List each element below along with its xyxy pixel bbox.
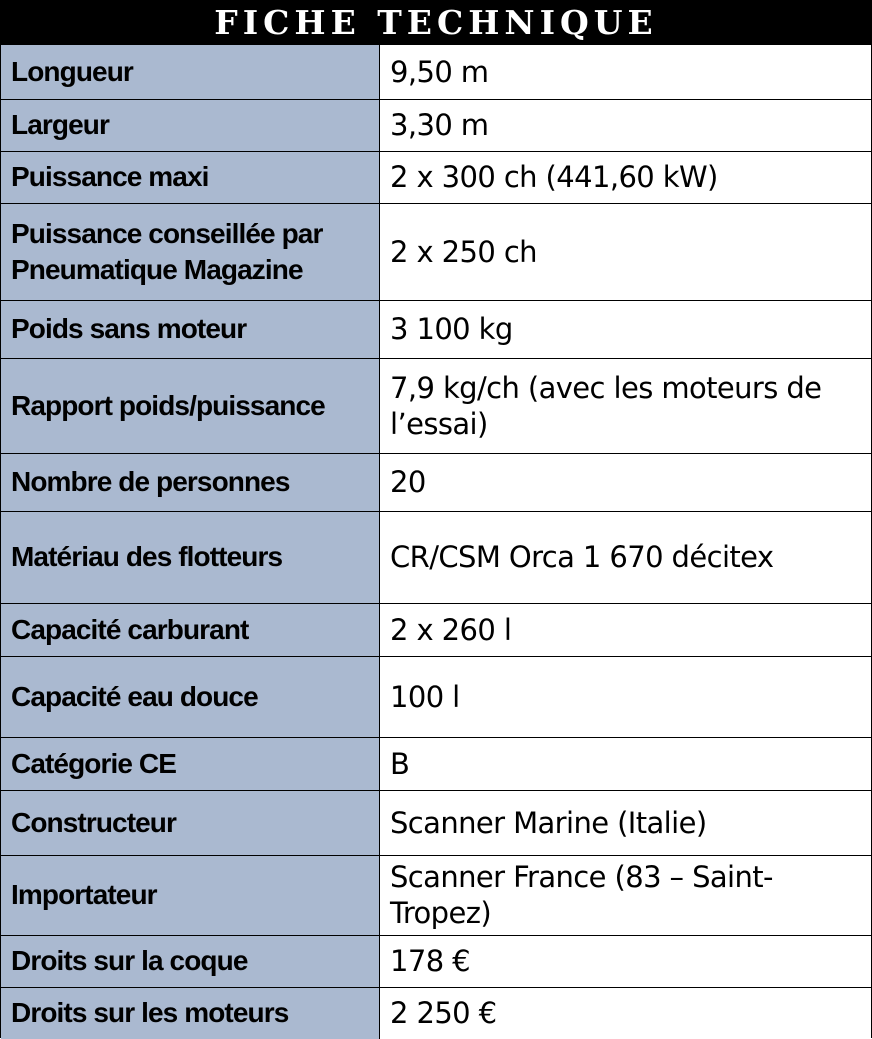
- spec-row-longueur: [1, 45, 871, 99]
- spec-row-puissance-conseillee: [1, 203, 871, 300]
- spec-row-droits-coque: [1, 935, 871, 987]
- spec-value: Scanner Marine (Italie): [380, 790, 872, 855]
- spec-row-materiau-flotteurs: [1, 511, 871, 603]
- spec-label: Puissance conseillée par Pneumatique Magazine: [1, 203, 380, 300]
- spec-row-puissance-maxi: [1, 151, 871, 203]
- spec-sheet-title: FICHE TECHNIQUE: [1, 1, 871, 45]
- spec-row-poids-sans-moteur: [1, 300, 871, 358]
- spec-value: 2 x 300 ch (441,60 kW): [380, 151, 872, 203]
- spec-label: Nombre de personnes: [1, 453, 380, 511]
- spec-value: CR/CSM Orca 1 670 décitex: [380, 511, 872, 603]
- spec-label: Constructeur: [1, 790, 380, 855]
- spec-value: 7,9 kg/ch (avec les moteurs de l’essai): [380, 358, 872, 453]
- spec-label: Largeur: [1, 99, 380, 151]
- spec-label: Droits sur la coque: [1, 935, 380, 987]
- spec-label: Longueur: [1, 45, 380, 99]
- spec-value: 2 x 260 l: [380, 603, 872, 656]
- spec-row-capacite-eau-douce: [1, 656, 871, 737]
- spec-row-droits-moteurs: [1, 987, 871, 1039]
- spec-row-importateur: [1, 855, 871, 935]
- spec-value: 3,30 m: [380, 99, 872, 151]
- spec-row-categorie-ce: [1, 737, 871, 790]
- spec-value: 9,50 m: [380, 45, 872, 99]
- spec-value: 2 250 €: [380, 987, 872, 1039]
- spec-value: 20: [380, 453, 872, 511]
- spec-label: Rapport poids/puissance: [1, 358, 380, 453]
- spec-table: [1, 45, 871, 1039]
- spec-label: Capacité eau douce: [1, 656, 380, 737]
- spec-row-constructeur: [1, 790, 871, 855]
- spec-label: Capacité carburant: [1, 603, 380, 656]
- spec-row-capacite-carburant: [1, 603, 871, 656]
- spec-value: 178 €: [380, 935, 872, 987]
- spec-label: Catégorie CE: [1, 737, 380, 790]
- spec-value: Scanner France (83 – Saint-Tropez): [380, 855, 872, 935]
- spec-label: Poids sans moteur: [1, 300, 380, 358]
- spec-row-nombre-personnes: [1, 453, 871, 511]
- spec-label: Importateur: [1, 855, 380, 935]
- spec-value: 2 x 250 ch: [380, 203, 872, 300]
- spec-label: Puissance maxi: [1, 151, 380, 203]
- spec-value: 3 100 kg: [380, 300, 872, 358]
- spec-row-rapport-poids-puissance: [1, 358, 871, 453]
- spec-label: Matériau des flotteurs: [1, 511, 380, 603]
- spec-label: Droits sur les moteurs: [1, 987, 380, 1039]
- spec-value: B: [380, 737, 872, 790]
- spec-row-largeur: [1, 99, 871, 151]
- spec-value: 100 l: [380, 656, 872, 737]
